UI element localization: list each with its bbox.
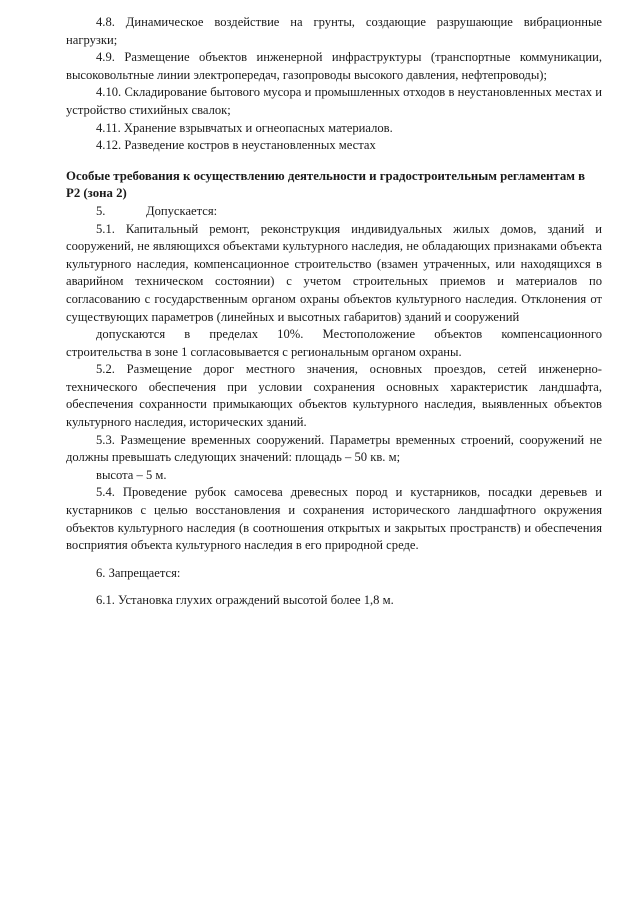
item-5-1-continued: допускаются в пределах 10%. Местоположение объектов компенсационного [96, 327, 602, 342]
item-5-2: 5.2. Размещение дорог местного значения, основных проездов, сетей инженерно-технического обеспечения при условии сохранения основных характеристик ландшафта, обеспечения сохранности примыкающих объектов культурного наследия, выявленных объектов культурного наследия, исторических зданий. [66, 362, 602, 430]
item-5-3: 5.3. Размещение временных сооружений. Параметры временных строений, сооружений не должны превышать следующих значений: площадь – 50 кв. м; [66, 432, 602, 465]
item-5-3-height: высота – 5 м. [96, 467, 167, 482]
allowed-label: Допускается: [146, 203, 218, 218]
section-heading: Особые требования к осуществлению деятельности и градостроительным регламентам в Р2 (зона 2) [66, 168, 586, 201]
item-4-12: 4.12. Разведение костров в неустановленных местах [96, 138, 376, 153]
allowed-row [66, 203, 602, 221]
item-5-1: 5.1. Капитальный ремонт, реконструкция индивидуальных жилых домов, зданий и сооружений, не являющихся объектами культурного наследия, не обладающих признаками объекта культурного наследия, компенсационное строительство (взамен утраченных, или находящихся в аварийном техническом состоянии) с учетом строительных приемов и материалов по согласованию с государственным органом охраны объектов культурного наследия. Отклонения от существующих параметров (линейных и высотных габаритов) зданий и сооружений [66, 221, 602, 324]
item-6-1: 6.1. Установка глухих ограждений высотой более 1,8 м. [96, 593, 394, 608]
allowed-number: 5. [96, 203, 106, 218]
item-4-10: 4.10. Складирование бытового мусора и промышленных отходов в неустановленных местах и устройство стихийных свалок; [66, 85, 602, 117]
forbidden-label: 6. Запрещается: [96, 565, 181, 580]
item-5-1-continued-2: строительства в зоне 1 согласовывается с региональным органом охраны. [66, 344, 462, 359]
item-4-8: 4.8. Динамическое воздействие на грунты, создающие разрушающие вибрационные нагрузки; [66, 15, 602, 47]
item-4-11: 4.11. Хранение взрывчатых и огнеопасных материалов. [96, 120, 393, 135]
item-5-4: 5.4. Проведение рубок самосева древесных пород и кустарников, посадки деревьев и кустарников с целью восстановления и сохранения исторического ландшафтного окружения объектов культурного наследия (в соотношения открытых и закрытых пространств) и обеспечения восприятия объекта культурного наследия в его природной среде. [66, 485, 602, 553]
item-4-9: 4.9. Размещение объектов инженерной инфраструктуры (транспортные коммуникации, высоковольтные линии электропередач, газопроводы высокого давления, нефтепроводы); [66, 50, 602, 82]
